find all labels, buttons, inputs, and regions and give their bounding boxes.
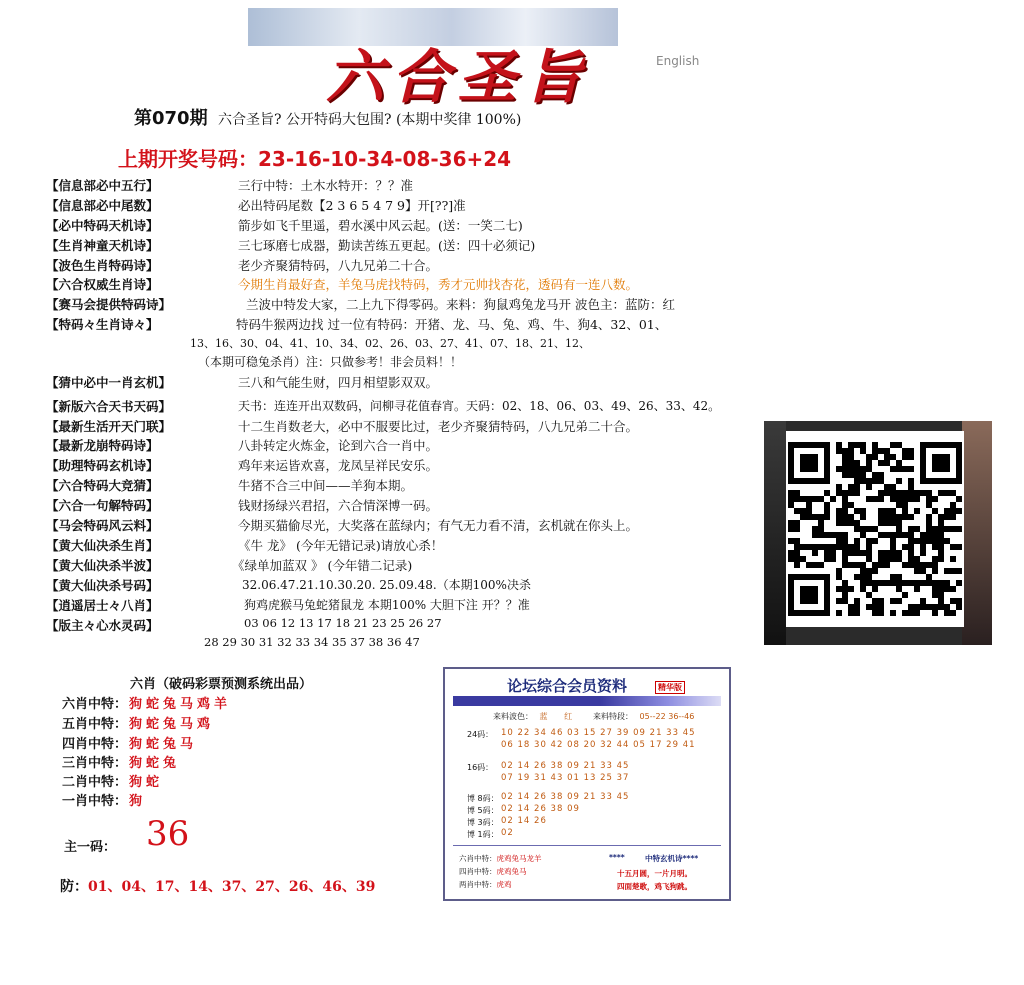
- group-numbers: 02 14 26 38 09 21 33 45: [501, 792, 630, 802]
- row-label: 【猜中必中一肖玄机】: [46, 375, 172, 390]
- row-text: 特码牛猴两边找 过一位有特码：开猪、龙、马、兔、鸡、牛、狗4、32、01、: [236, 317, 668, 332]
- row-text: 三八和气能生财，四月相望影双双。: [238, 375, 439, 390]
- xiao-row: [62, 713, 214, 732]
- xiao-value: 狗蛇兔马: [129, 737, 198, 752]
- qr-code-graphic: [786, 431, 964, 627]
- row-label: 【最新龙崩特码诗】: [46, 438, 159, 453]
- row-text: 老少齐聚猜特码，八九兄弟二十合。: [238, 258, 439, 273]
- row-text: 狗鸡虎猴马兔蛇猪鼠龙 本期100% 大胆下注 开？？准: [244, 598, 530, 612]
- row-text: 必出特码尾数【2 3 6 5 4 7 9】开[??]准: [238, 198, 466, 213]
- row-text: 兰波中特发大家，二上九下得零码。来料：狗鼠鸡兔龙马开 波色主：蓝防：红: [246, 297, 675, 312]
- row-text: 鸡年来运皆欢喜，龙凤呈祥民安乐。: [238, 458, 439, 473]
- row-label: 【新版六合天书天码】: [46, 399, 172, 414]
- row-continuation: 13、16、30、04、41、10、34、02、26、03、27、41、07、18、21、12、: [190, 337, 590, 350]
- xiao-label: 六肖中特：: [62, 697, 128, 712]
- qr-code-icon: [786, 431, 964, 627]
- row-text: 牛猪不合三中间——羊狗本期。: [238, 478, 414, 493]
- xiao-label: 一肖中特：: [62, 794, 128, 809]
- row-label: 【马会特码风云料】: [46, 518, 159, 533]
- issue-line: [134, 104, 521, 130]
- xiao-label: 五肖中特：: [62, 717, 128, 732]
- row-label: 【黄大仙决杀生肖】: [46, 538, 159, 553]
- row-text: 三七琢磨七成器，勤读苦练五更起。(送：四十必须记): [238, 238, 536, 253]
- forum-xiao-value: 虎鸡: [496, 880, 512, 889]
- row-text: 《牛 龙》 (今年无错记录)请放心杀！: [238, 538, 444, 553]
- poem-stars: ****: [609, 853, 625, 862]
- xiao-value: 狗蛇兔马鸡: [129, 717, 215, 732]
- row-label: 【版主々心水灵码】: [46, 618, 159, 633]
- forum-xiao-label: 两肖中特：: [459, 880, 497, 889]
- photo-edge: [962, 421, 992, 645]
- row-text: 今期买猫偷尽光，大奖落在蓝绿内；有气无力看不清，玄机就在你头上。: [238, 518, 639, 533]
- row-text: 《绿单加蓝双 》 (今年错二记录): [232, 558, 413, 573]
- forum-xiao-row: [459, 866, 527, 877]
- guard-value: 01、04、17、14、37、27、26、46、39: [88, 879, 376, 895]
- row-text: 三行中特：土木水特开：？？准: [238, 178, 414, 193]
- row-label: 【生肖神童天机诗】: [46, 238, 159, 253]
- qr-code-card[interactable]: [764, 421, 992, 645]
- row-label: 【信息部必中五行】: [46, 178, 159, 193]
- group-numbers: 10 22 34 46 03 15 27 39 09 21 33 45: [501, 728, 696, 738]
- range-line: [593, 711, 694, 722]
- forum-divider: [453, 845, 721, 846]
- xiao-label: 四肖中特：: [62, 737, 128, 752]
- english-link[interactable]: English: [656, 54, 700, 68]
- row-text: 天书：连连开出双数码，问柳寻花值春宵。天码：02、18、06、03、49、26、33、42。: [238, 399, 721, 413]
- group-numbers: 02: [501, 828, 514, 838]
- main-code-value: 36: [146, 814, 190, 854]
- range-label: 来料特段：: [593, 712, 633, 721]
- row-text-highlight: 今期生肖最好查，羊兔马虎找特码，秀才元帅找杏花，透码有一连八数。: [238, 277, 639, 292]
- row-label: 【黄大仙决杀半波】: [46, 558, 159, 573]
- row-continuation: （本期可稳兔杀肖）注：只做参考！非会员料！！: [198, 355, 463, 369]
- xiao-row: [62, 771, 163, 790]
- guard-numbers: [60, 876, 375, 896]
- main-code-label: 主一码：: [64, 840, 117, 855]
- row-label: 【黄大仙决杀号码】: [46, 578, 159, 593]
- row-label: 【最新生活开天门联】: [46, 419, 172, 434]
- wave-red: 红: [564, 712, 573, 721]
- row-label: 【六合特码大竞猜】: [46, 478, 159, 493]
- photo-edge: [764, 421, 786, 645]
- forum-member-card: [443, 667, 731, 901]
- issue-number: 第070期: [134, 108, 208, 129]
- row-label: 【逍遥居士々八肖】: [46, 598, 159, 613]
- row-label: 【特码々生肖诗々】: [46, 317, 159, 332]
- row-text: 十二生肖数老大，必中不服要比过，老少齐聚猜特码，八九兄弟二十合。: [238, 419, 639, 434]
- row-text: 钱财扬绿兴君招，六合情深博一码。: [238, 498, 439, 513]
- xiao-row: [62, 733, 197, 752]
- group-numbers: 02 14 26 38 09: [501, 804, 580, 814]
- row-label: 【必中特码天机诗】: [46, 218, 159, 233]
- xiao-value: 狗: [129, 794, 147, 809]
- wave-label: 来料波色：: [493, 712, 533, 721]
- row-text: 八卦转定火炼金，论到六合一肖中。: [238, 438, 439, 453]
- last-draw-numbers: 上期开奖号码：23-16-10-34-08-36+24: [118, 147, 512, 171]
- poem-line: 十五月圆，一片月明。: [617, 869, 692, 878]
- xiao-row: [62, 752, 180, 771]
- xiao-value: 狗蛇兔: [129, 756, 181, 771]
- issue-text: 六合圣旨? 公开特码大包围? (本期中奖律 100%): [218, 112, 522, 128]
- forum-xiao-value: 虎鸡兔马: [496, 867, 527, 876]
- group-label: 博 3码：: [467, 818, 499, 827]
- forum-header-bar: [453, 696, 721, 706]
- xiao-value: 狗蛇兔马鸡羊: [129, 697, 232, 712]
- row-label: 【波色生肖特码诗】: [46, 258, 159, 273]
- row-text: 03 06 12 13 17 18 21 23 25 26 27: [244, 616, 442, 630]
- range-value: 05--22 36--46: [639, 712, 695, 721]
- wave-line: [493, 711, 572, 722]
- row-continuation: 28 29 30 31 32 33 34 35 37 38 36 47: [204, 635, 420, 649]
- group-numbers: 02 14 26: [501, 816, 547, 826]
- group-numbers: 07 19 31 43 01 13 25 37: [501, 773, 630, 783]
- group-label: 博 8码：: [467, 794, 499, 803]
- xiao-label: 二肖中特：: [62, 775, 128, 790]
- row-label: 【助理特码玄机诗】: [46, 458, 159, 473]
- group-label: 16码：: [467, 763, 494, 772]
- guard-label: 防：: [60, 879, 88, 895]
- row-text: 箭步如飞千里遥，碧水溪中风云起。(送：一笑二七): [238, 218, 523, 233]
- group-numbers: 06 18 30 42 08 20 32 44 05 17 29 41: [501, 740, 696, 750]
- six-xiao-title: 六肖（破码彩票预测系统出品）: [130, 677, 313, 692]
- group-label: 博 5码：: [467, 806, 499, 815]
- xiao-value: 狗蛇: [129, 775, 164, 790]
- group-numbers: 02 14 26 38 09 21 33 45: [501, 761, 630, 771]
- forum-title: 论坛综合会员资料: [507, 677, 628, 695]
- forum-xiao-label: 六肖中特：: [459, 854, 497, 863]
- wave-blue: 蓝: [539, 712, 548, 721]
- forum-xiao-value: 虎鸡兔马龙羊: [496, 854, 542, 863]
- poem-line: 四面楚歌，鸡飞狗跳。: [617, 882, 692, 891]
- header-banner: [248, 8, 618, 111]
- row-label: 【六合一句解特码】: [46, 498, 159, 513]
- poem-title: 中特玄机诗****: [645, 854, 699, 863]
- forum-tag: 精华版: [655, 681, 685, 694]
- xiao-row: [62, 693, 231, 712]
- xiao-row: [62, 790, 146, 809]
- row-label: 【赛马会提供特码诗】: [46, 297, 172, 312]
- row-text: 32.06.47.21.10.30.20. 25.09.48.（本期100%决杀: [242, 578, 531, 592]
- group-label: 博 1码：: [467, 830, 499, 839]
- forum-xiao-row: [459, 853, 542, 864]
- forum-xiao-row: [459, 879, 512, 890]
- row-label: 【六合权威生肖诗】: [46, 277, 159, 292]
- forum-xiao-label: 四肖中特：: [459, 867, 497, 876]
- xiao-label: 三肖中特：: [62, 756, 128, 771]
- group-label: 24码：: [467, 730, 494, 739]
- row-label: 【信息部必中尾数】: [46, 198, 159, 213]
- site-title: 六合圣旨: [326, 43, 591, 111]
